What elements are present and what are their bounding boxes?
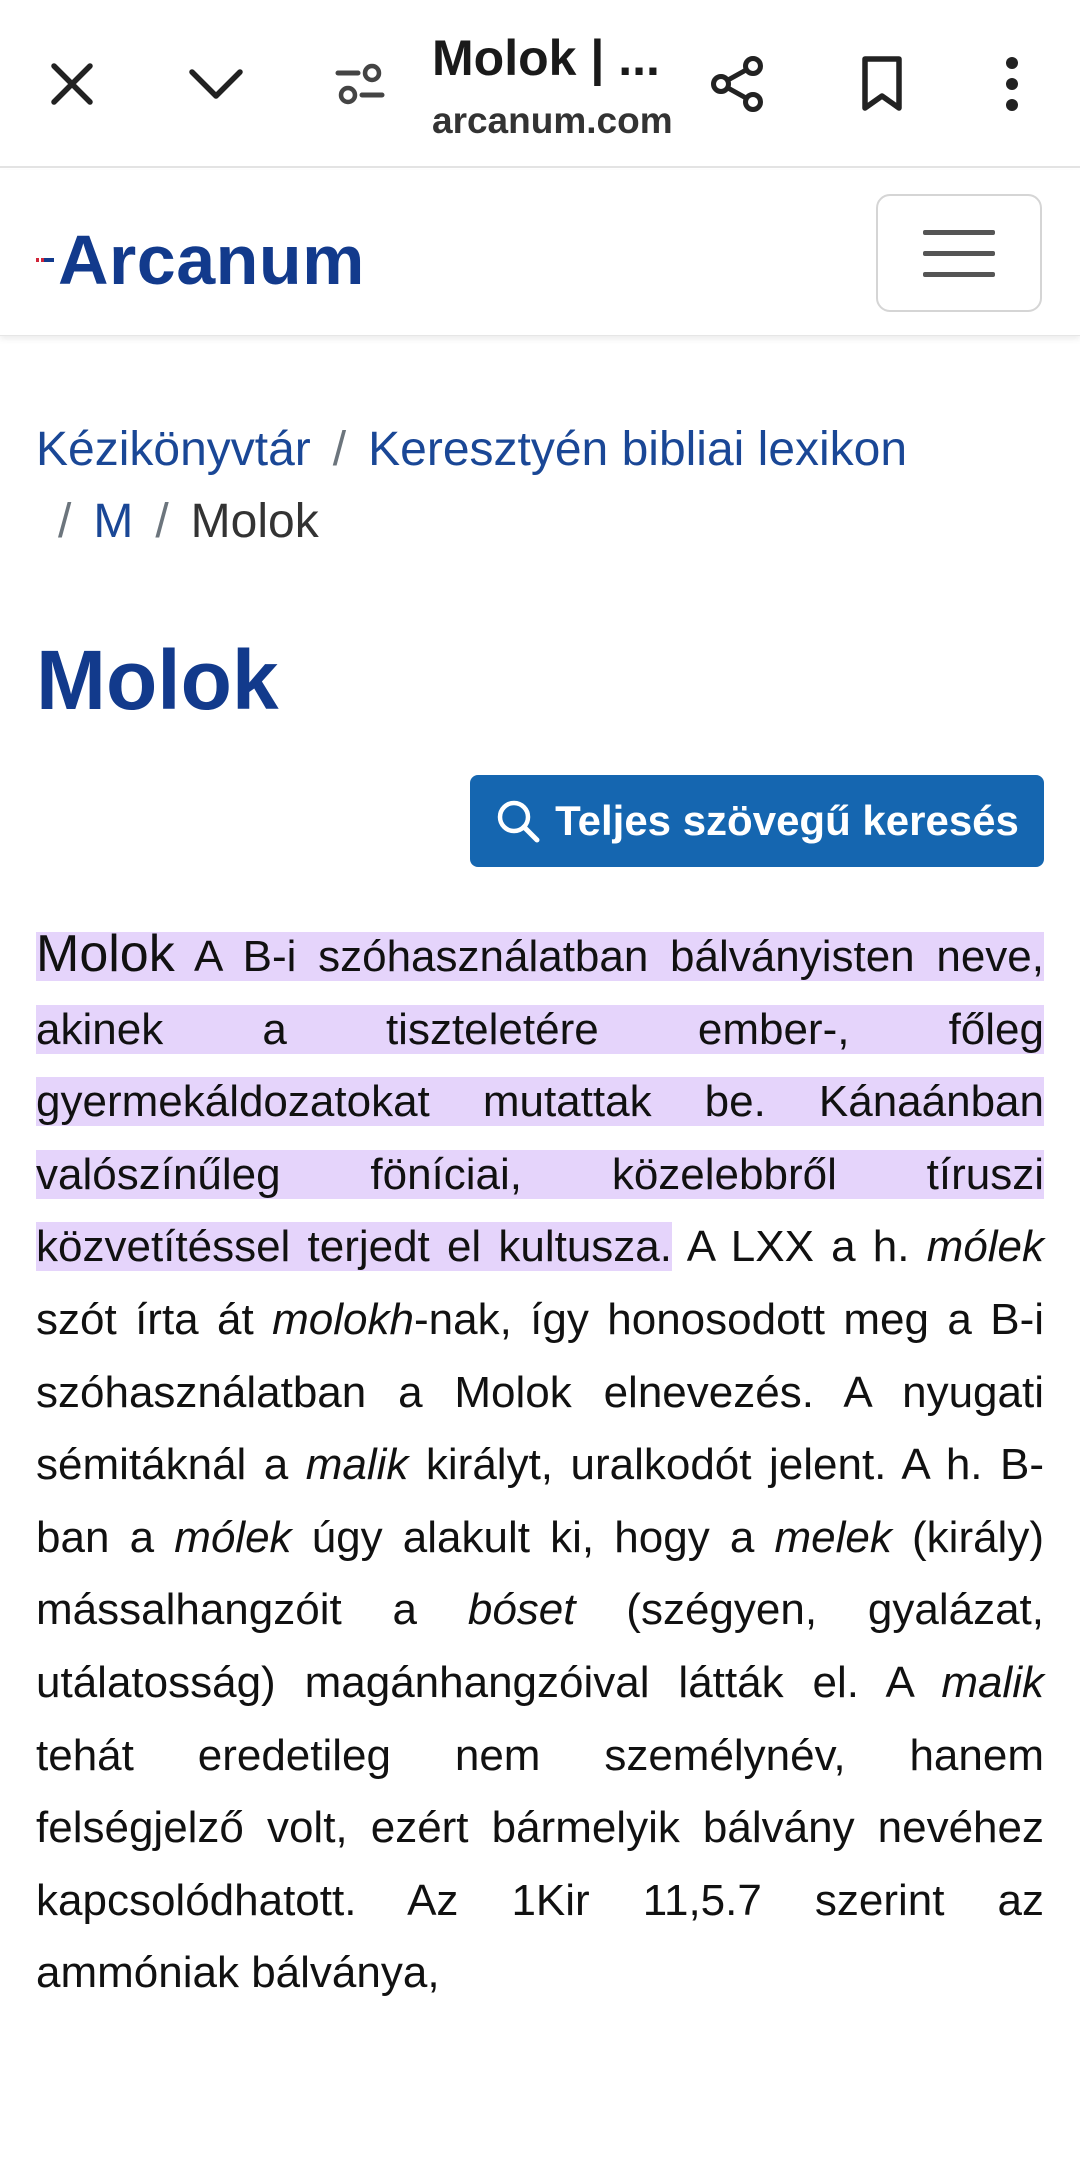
menu-toggle-button[interactable] (876, 194, 1042, 312)
full-text-search-button[interactable] (470, 775, 1044, 867)
more-vert-icon[interactable] (968, 40, 1056, 128)
tune-icon[interactable] (316, 40, 404, 128)
article-italic-term: bóset (467, 1585, 576, 1635)
search-icon (495, 798, 541, 844)
url-text[interactable]: arcanum.com (432, 100, 673, 141)
article-body (36, 918, 1044, 2010)
article-italic-term: mólek (926, 1222, 1044, 1272)
article-italic-term: mólek (174, 1512, 292, 1562)
article-text-segment: (király) mássalhangzóit a (36, 1512, 1044, 1635)
chevron-down-icon[interactable] (172, 40, 260, 128)
article-text-segment: -nak, így honosodott meg a B-i szóhasználatban a Molok elnevezés. A nyugati sémitáknál a (36, 1294, 1044, 1490)
article-text-segment: szót írta át (36, 1294, 273, 1344)
breadcrumb-link-lexikon[interactable]: Keresztyén bibliai lexikon (368, 423, 908, 476)
logo-mark-icon (36, 230, 58, 290)
article-text-segment: királyt, uralkodót jelent. A h. B-ban a (36, 1440, 1044, 1562)
article-text-segment: úgy alakult ki, hogy a (291, 1512, 775, 1562)
highlighted-definition (36, 925, 1044, 1272)
breadcrumb-separator: / (332, 423, 347, 476)
hamburger-icon-bar (923, 251, 995, 256)
breadcrumb-link-kezikonyvtar[interactable]: Kézikönyvtár (36, 423, 311, 476)
site-header (0, 170, 1080, 336)
breadcrumb-current: Molok (190, 495, 319, 548)
article-italic-term: malik (305, 1440, 409, 1490)
article-text-segment: A LXX a h. (671, 1222, 927, 1272)
breadcrumb-link-m[interactable]: M (93, 495, 134, 548)
article-text (36, 1222, 1044, 1997)
arcanum-logo[interactable] (36, 220, 365, 300)
article-term: Molok (36, 925, 175, 983)
search-button-label: Teljes szövegű keresés (555, 797, 1019, 844)
page-title: Molok (36, 633, 279, 727)
tab-title[interactable]: Molok | ... (432, 30, 660, 86)
breadcrumb (36, 414, 1046, 558)
article-text-segment: (szégyen, gyalázat, utálatosság) magánhangzóival látták el. A (36, 1585, 1044, 1707)
breadcrumb-separator: / (155, 495, 169, 548)
share-icon[interactable] (694, 40, 782, 128)
article-text-segment: tehát eredetileg nem személynév, hanem felségjelző volt, ezért bármelyik bálvány nevéhez kapcsolódhatott. Az 1Kir 11,5.7 szerint az ammóniak bálványa, (36, 1730, 1044, 1998)
article-italic-term: molokh (272, 1294, 414, 1344)
logo-text: Arcanum (58, 221, 365, 299)
highlighted-text: A B-i szóhasználatban bálványisten neve, akinek a tiszteletére ember-, főleg gyermekáldozatokat mutattak be. Kánaánban valószínűleg föníciai, közelebbről tíruszi közvetítéssel terjedt el kultusza. (36, 932, 1044, 1272)
hamburger-icon-bar (923, 272, 995, 277)
bookmark-icon[interactable] (838, 40, 926, 128)
article-italic-term: malik (941, 1657, 1044, 1707)
article-italic-term: melek (774, 1512, 892, 1562)
breadcrumb-separator: / (58, 495, 72, 548)
browser-toolbar (0, 0, 1080, 168)
close-icon[interactable] (28, 40, 116, 128)
hamburger-icon (923, 230, 995, 235)
